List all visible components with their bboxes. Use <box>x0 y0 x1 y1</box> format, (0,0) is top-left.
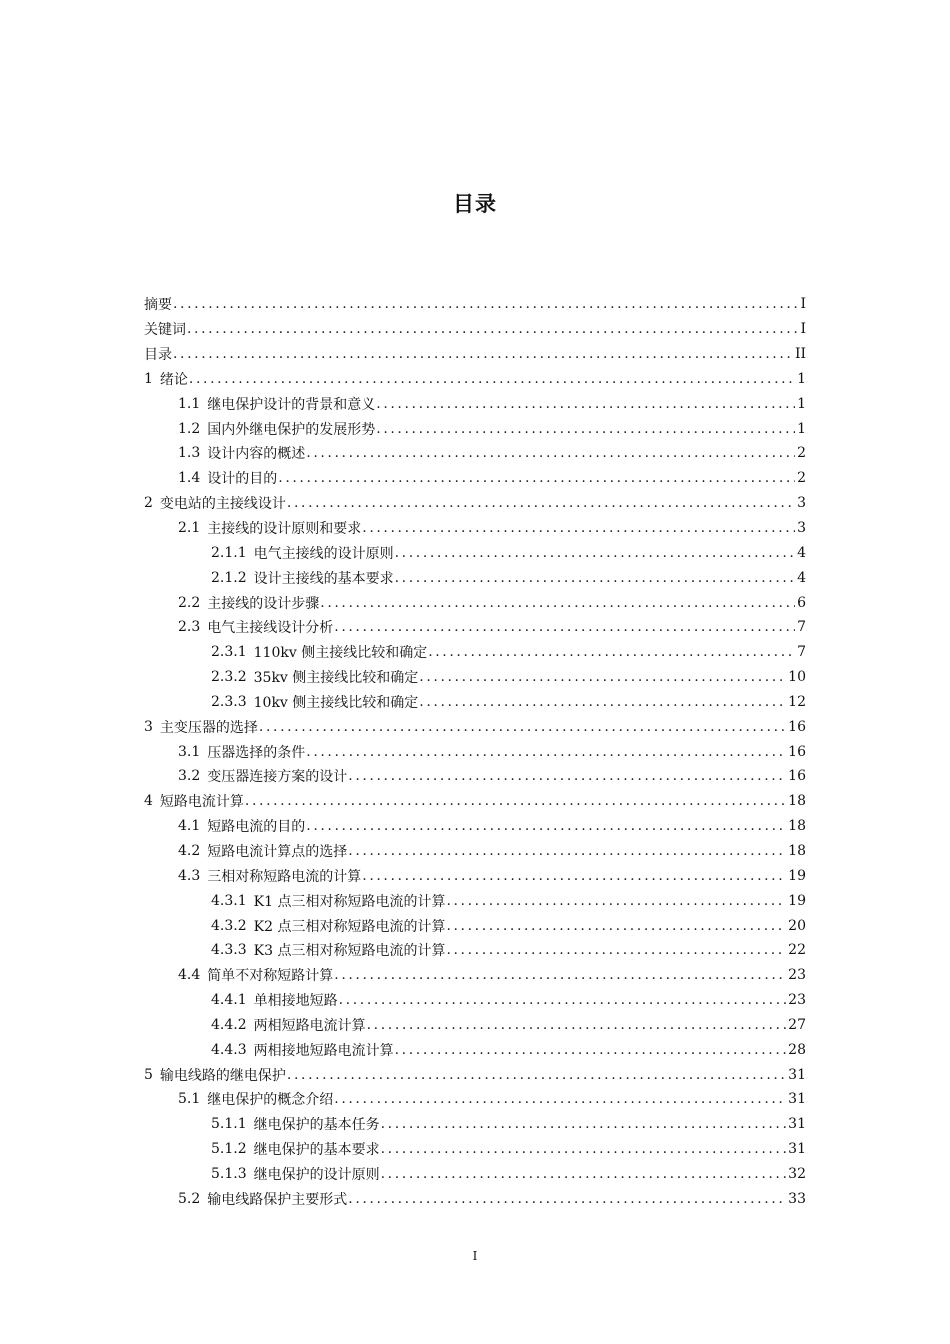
dot-leader <box>348 768 786 784</box>
toc-entry[interactable] <box>144 690 806 715</box>
toc-entry-number: 2.3.3 <box>211 693 247 710</box>
toc-entry-number: 4.3 <box>178 867 201 884</box>
toc-entry-title: 电气主接线的设计原则 <box>253 545 394 562</box>
toc-entry[interactable] <box>144 988 806 1013</box>
dot-leader <box>428 644 795 660</box>
toc-entry-title: 继电保护的基本任务 <box>253 1117 380 1134</box>
toc-entry-title: K3 点三相对称短路电流的计算 <box>253 943 446 960</box>
toc-entry-number: 2.1.2 <box>211 569 247 586</box>
toc-entry-title: 继电保护的基本要求 <box>253 1142 380 1159</box>
toc-entry-page: I <box>800 296 806 313</box>
toc-entry-title: 主变压器的选择 <box>159 719 258 736</box>
toc-entry-number: 3 <box>144 718 153 735</box>
toc-entry-page: 31 <box>788 1066 806 1083</box>
toc-entry[interactable] <box>144 342 806 367</box>
toc-entry[interactable] <box>144 863 806 888</box>
toc-entry-page: 3 <box>797 495 806 512</box>
toc-entry[interactable] <box>144 1137 806 1162</box>
toc-entry[interactable] <box>144 317 806 342</box>
toc-entry[interactable] <box>144 1037 806 1062</box>
toc-entry-number: 2.2 <box>178 594 201 611</box>
dot-leader <box>381 1141 787 1157</box>
toc-entry-number: 5.1.3 <box>211 1165 247 1182</box>
toc-entry-number: 2.3 <box>178 619 201 636</box>
toc-entry[interactable] <box>144 839 806 864</box>
toc-entry[interactable] <box>144 640 806 665</box>
dot-leader <box>419 694 786 710</box>
toc-entry-title: 短路电流计算点的选择 <box>207 843 348 860</box>
toc-entry-page: 4 <box>797 544 806 561</box>
dot-leader <box>245 793 786 809</box>
dot-leader <box>362 868 786 884</box>
toc-entry-title: 输电线路保护主要形式 <box>207 1191 348 1208</box>
toc-entry[interactable] <box>144 391 806 416</box>
toc-entry-number: 4.4.1 <box>211 992 247 1009</box>
toc-entry-number: 1 <box>144 370 153 387</box>
toc-entry-number: 3.2 <box>178 768 201 785</box>
toc-entry-page: I <box>800 321 806 338</box>
toc-entry-page: 31 <box>788 1141 806 1158</box>
toc-entry-title: 35kv 侧主接线比较和确定 <box>253 670 419 687</box>
toc-entry[interactable] <box>144 1186 806 1211</box>
toc-entry[interactable] <box>144 714 806 739</box>
toc-entry-page: 19 <box>788 867 806 884</box>
toc-entry[interactable] <box>144 1162 806 1187</box>
toc-entry-title: 国内外继电保护的发展形势 <box>207 421 376 438</box>
toc-entry-page: 23 <box>788 992 806 1009</box>
dot-leader <box>381 1116 787 1132</box>
toc-entry[interactable] <box>144 540 806 565</box>
toc-entry-title: 10kv 侧主接线比较和确定 <box>253 694 419 711</box>
toc-entry-title: 摘要 <box>144 297 172 314</box>
dot-leader <box>362 520 795 536</box>
toc-entry-title: 变压器连接方案的设计 <box>207 769 348 786</box>
toc-entry-number: 4.4.3 <box>211 1041 247 1058</box>
toc-entry[interactable] <box>144 590 806 615</box>
dot-leader <box>348 843 786 859</box>
toc-entry-number: 4.3.3 <box>211 942 247 959</box>
toc-entry-page: 7 <box>797 619 806 636</box>
dot-leader <box>306 818 786 834</box>
dot-leader <box>287 1067 786 1083</box>
toc-entry[interactable] <box>144 565 806 590</box>
dot-leader <box>446 942 786 958</box>
toc-entry-number: 4.2 <box>178 842 201 859</box>
dot-leader <box>334 967 786 983</box>
toc-entry-title: 主接线的设计原则和要求 <box>207 521 362 538</box>
toc-entry[interactable] <box>144 888 806 913</box>
toc-entry-number: 2.1 <box>178 520 201 537</box>
toc-entry-title: 设计的目的 <box>207 471 278 488</box>
dot-leader <box>395 1042 787 1058</box>
toc-entry-page: 31 <box>788 1116 806 1133</box>
toc-entry[interactable] <box>144 1012 806 1037</box>
toc-entry-title: 继电保护的概念介绍 <box>207 1092 334 1109</box>
toc-entry-title: 设计主接线的基本要求 <box>253 570 394 587</box>
toc-entry-title: 两相短路电流计算 <box>253 1017 366 1034</box>
toc-entry-title: 继电保护的设计原则 <box>253 1166 380 1183</box>
toc-entry-title: 两相接地短路电流计算 <box>253 1042 394 1059</box>
dot-leader <box>334 1091 786 1107</box>
dot-leader <box>339 992 787 1008</box>
toc-entry-number: 2 <box>144 495 153 512</box>
dot-leader <box>306 744 786 760</box>
toc-entry-title: 单相接地短路 <box>253 993 338 1010</box>
toc-entry-page: 16 <box>788 743 806 760</box>
toc-entry-page: 18 <box>788 793 806 810</box>
toc-entry-page: 7 <box>797 644 806 661</box>
dot-leader <box>287 495 795 511</box>
toc-entry[interactable] <box>144 665 806 690</box>
toc-entry-title: 简单不对称短路计算 <box>207 968 334 985</box>
toc-entry[interactable] <box>144 516 806 541</box>
toc-entry-title: 关键词 <box>144 322 186 339</box>
toc-entry[interactable] <box>144 292 806 317</box>
toc-entry-number: 1.2 <box>178 420 201 437</box>
toc-entry[interactable] <box>144 789 806 814</box>
toc-entry-page: 31 <box>788 1091 806 1108</box>
toc-entry-page: 16 <box>788 768 806 785</box>
toc-entry-title: 压器选择的条件 <box>207 744 306 761</box>
toc-entry-number: 3.1 <box>178 743 201 760</box>
toc-entry-title: 110kv 侧主接线比较和确定 <box>253 645 428 662</box>
toc-entry-page: 10 <box>788 669 806 686</box>
toc-entry-page: 22 <box>788 942 806 959</box>
dot-leader <box>376 421 795 437</box>
toc-entry-page: 28 <box>788 1041 806 1058</box>
toc-entry-number: 5.1.1 <box>211 1116 247 1133</box>
toc-entry-title: 绪论 <box>159 371 188 388</box>
toc-entry-number: 1.1 <box>178 395 201 412</box>
dot-leader <box>259 719 786 735</box>
toc-entry-number: 4.3.2 <box>211 917 247 934</box>
dot-leader <box>381 1166 787 1182</box>
dot-leader <box>189 371 795 387</box>
dot-leader <box>348 1191 786 1207</box>
toc-entry-number: 2.1.1 <box>211 544 247 561</box>
toc-entry-page: 32 <box>788 1165 806 1182</box>
toc-entry[interactable] <box>144 1062 806 1087</box>
toc-entry-title: K2 点三相对称短路电流的计算 <box>253 918 446 935</box>
toc-entry[interactable] <box>144 739 806 764</box>
toc-entry-title: K1 点三相对称短路电流的计算 <box>253 893 446 910</box>
toc-entry-number: 2.3.1 <box>211 644 247 661</box>
toc-entry-page: 33 <box>788 1190 806 1207</box>
toc-entry-page: 1 <box>797 370 806 387</box>
toc-entry-number: 2.3.2 <box>211 669 247 686</box>
dot-leader <box>173 296 798 312</box>
toc-entry[interactable] <box>144 963 806 988</box>
toc-entry-page: 2 <box>797 445 806 462</box>
toc-entry-number: 1.4 <box>178 470 201 487</box>
toc-entry-page: 18 <box>788 842 806 859</box>
toc-entry-page: 16 <box>788 718 806 735</box>
toc-entry-number: 5.1.2 <box>211 1141 247 1158</box>
toc-entry[interactable] <box>144 1112 806 1137</box>
toc-entry-title: 短路电流计算 <box>159 794 244 811</box>
toc-entry-page: 18 <box>788 818 806 835</box>
toc-entry[interactable] <box>144 764 806 789</box>
toc-entry[interactable] <box>144 913 806 938</box>
toc-entry[interactable] <box>144 491 806 516</box>
toc-entry-number: 4.3.1 <box>211 892 247 909</box>
toc-entry-number: 5 <box>144 1066 153 1083</box>
dot-leader <box>446 918 786 934</box>
dot-leader <box>395 545 795 561</box>
toc-entry-number: 4.4.2 <box>211 1016 247 1033</box>
toc-entry-page: 1 <box>797 420 806 437</box>
dot-leader <box>376 396 795 412</box>
dot-leader <box>187 321 798 337</box>
dot-leader <box>395 570 795 586</box>
dot-leader <box>367 1017 787 1033</box>
toc-entry-page: 3 <box>797 520 806 537</box>
dot-leader <box>334 619 795 635</box>
dot-leader <box>306 445 795 461</box>
toc-entry-number: 1.3 <box>178 445 201 462</box>
toc-entry-title: 短路电流的目的 <box>207 819 306 836</box>
toc-entry[interactable] <box>144 814 806 839</box>
toc-entry-title: 目录 <box>144 347 172 364</box>
toc-entry-number: 4.1 <box>178 818 201 835</box>
toc-entry-title: 三相对称短路电流的计算 <box>207 868 362 885</box>
toc-entry[interactable] <box>144 938 806 963</box>
toc-entry[interactable] <box>144 615 806 640</box>
toc-entry-number: 5.1 <box>178 1091 201 1108</box>
toc-entry-number: 5.2 <box>178 1190 201 1207</box>
toc-entry-page: 19 <box>788 892 806 909</box>
toc-entry[interactable] <box>144 1087 806 1112</box>
dot-leader <box>320 595 795 611</box>
footer-page-number: I <box>472 1249 478 1263</box>
toc-entry-title: 输电线路的继电保护 <box>159 1067 286 1084</box>
toc-entry[interactable] <box>144 416 806 441</box>
toc-entry-page: 2 <box>797 470 806 487</box>
toc-entry-number: 4 <box>144 793 153 810</box>
toc-entry-page: 4 <box>797 569 806 586</box>
dot-leader <box>173 346 793 362</box>
toc-entry-page: 12 <box>788 693 806 710</box>
toc-entry-title: 继电保护设计的背景和意义 <box>207 396 376 413</box>
page-title: 目录 <box>453 192 497 216</box>
dot-leader <box>419 669 786 685</box>
toc-entry-page: II <box>794 346 806 363</box>
toc-entry-title: 主接线的设计步骤 <box>207 595 320 612</box>
dot-leader <box>446 893 786 909</box>
toc-entry-page: 1 <box>797 395 806 412</box>
toc-entry-page: 23 <box>788 967 806 984</box>
toc-entry-title: 变电站的主接线设计 <box>159 496 286 513</box>
toc-entry-page: 20 <box>788 917 806 934</box>
toc-entry-page: 6 <box>797 594 806 611</box>
toc-entry-title: 设计内容的概述 <box>207 446 306 463</box>
toc-entry-number: 4.4 <box>178 967 201 984</box>
dot-leader <box>278 470 795 486</box>
toc-entry[interactable] <box>144 466 806 491</box>
toc-entry-page: 27 <box>788 1016 806 1033</box>
toc-entry[interactable] <box>144 441 806 466</box>
table-of-contents <box>144 292 806 1211</box>
toc-entry-title: 电气主接线设计分析 <box>207 620 334 637</box>
toc-entry[interactable] <box>144 367 806 392</box>
